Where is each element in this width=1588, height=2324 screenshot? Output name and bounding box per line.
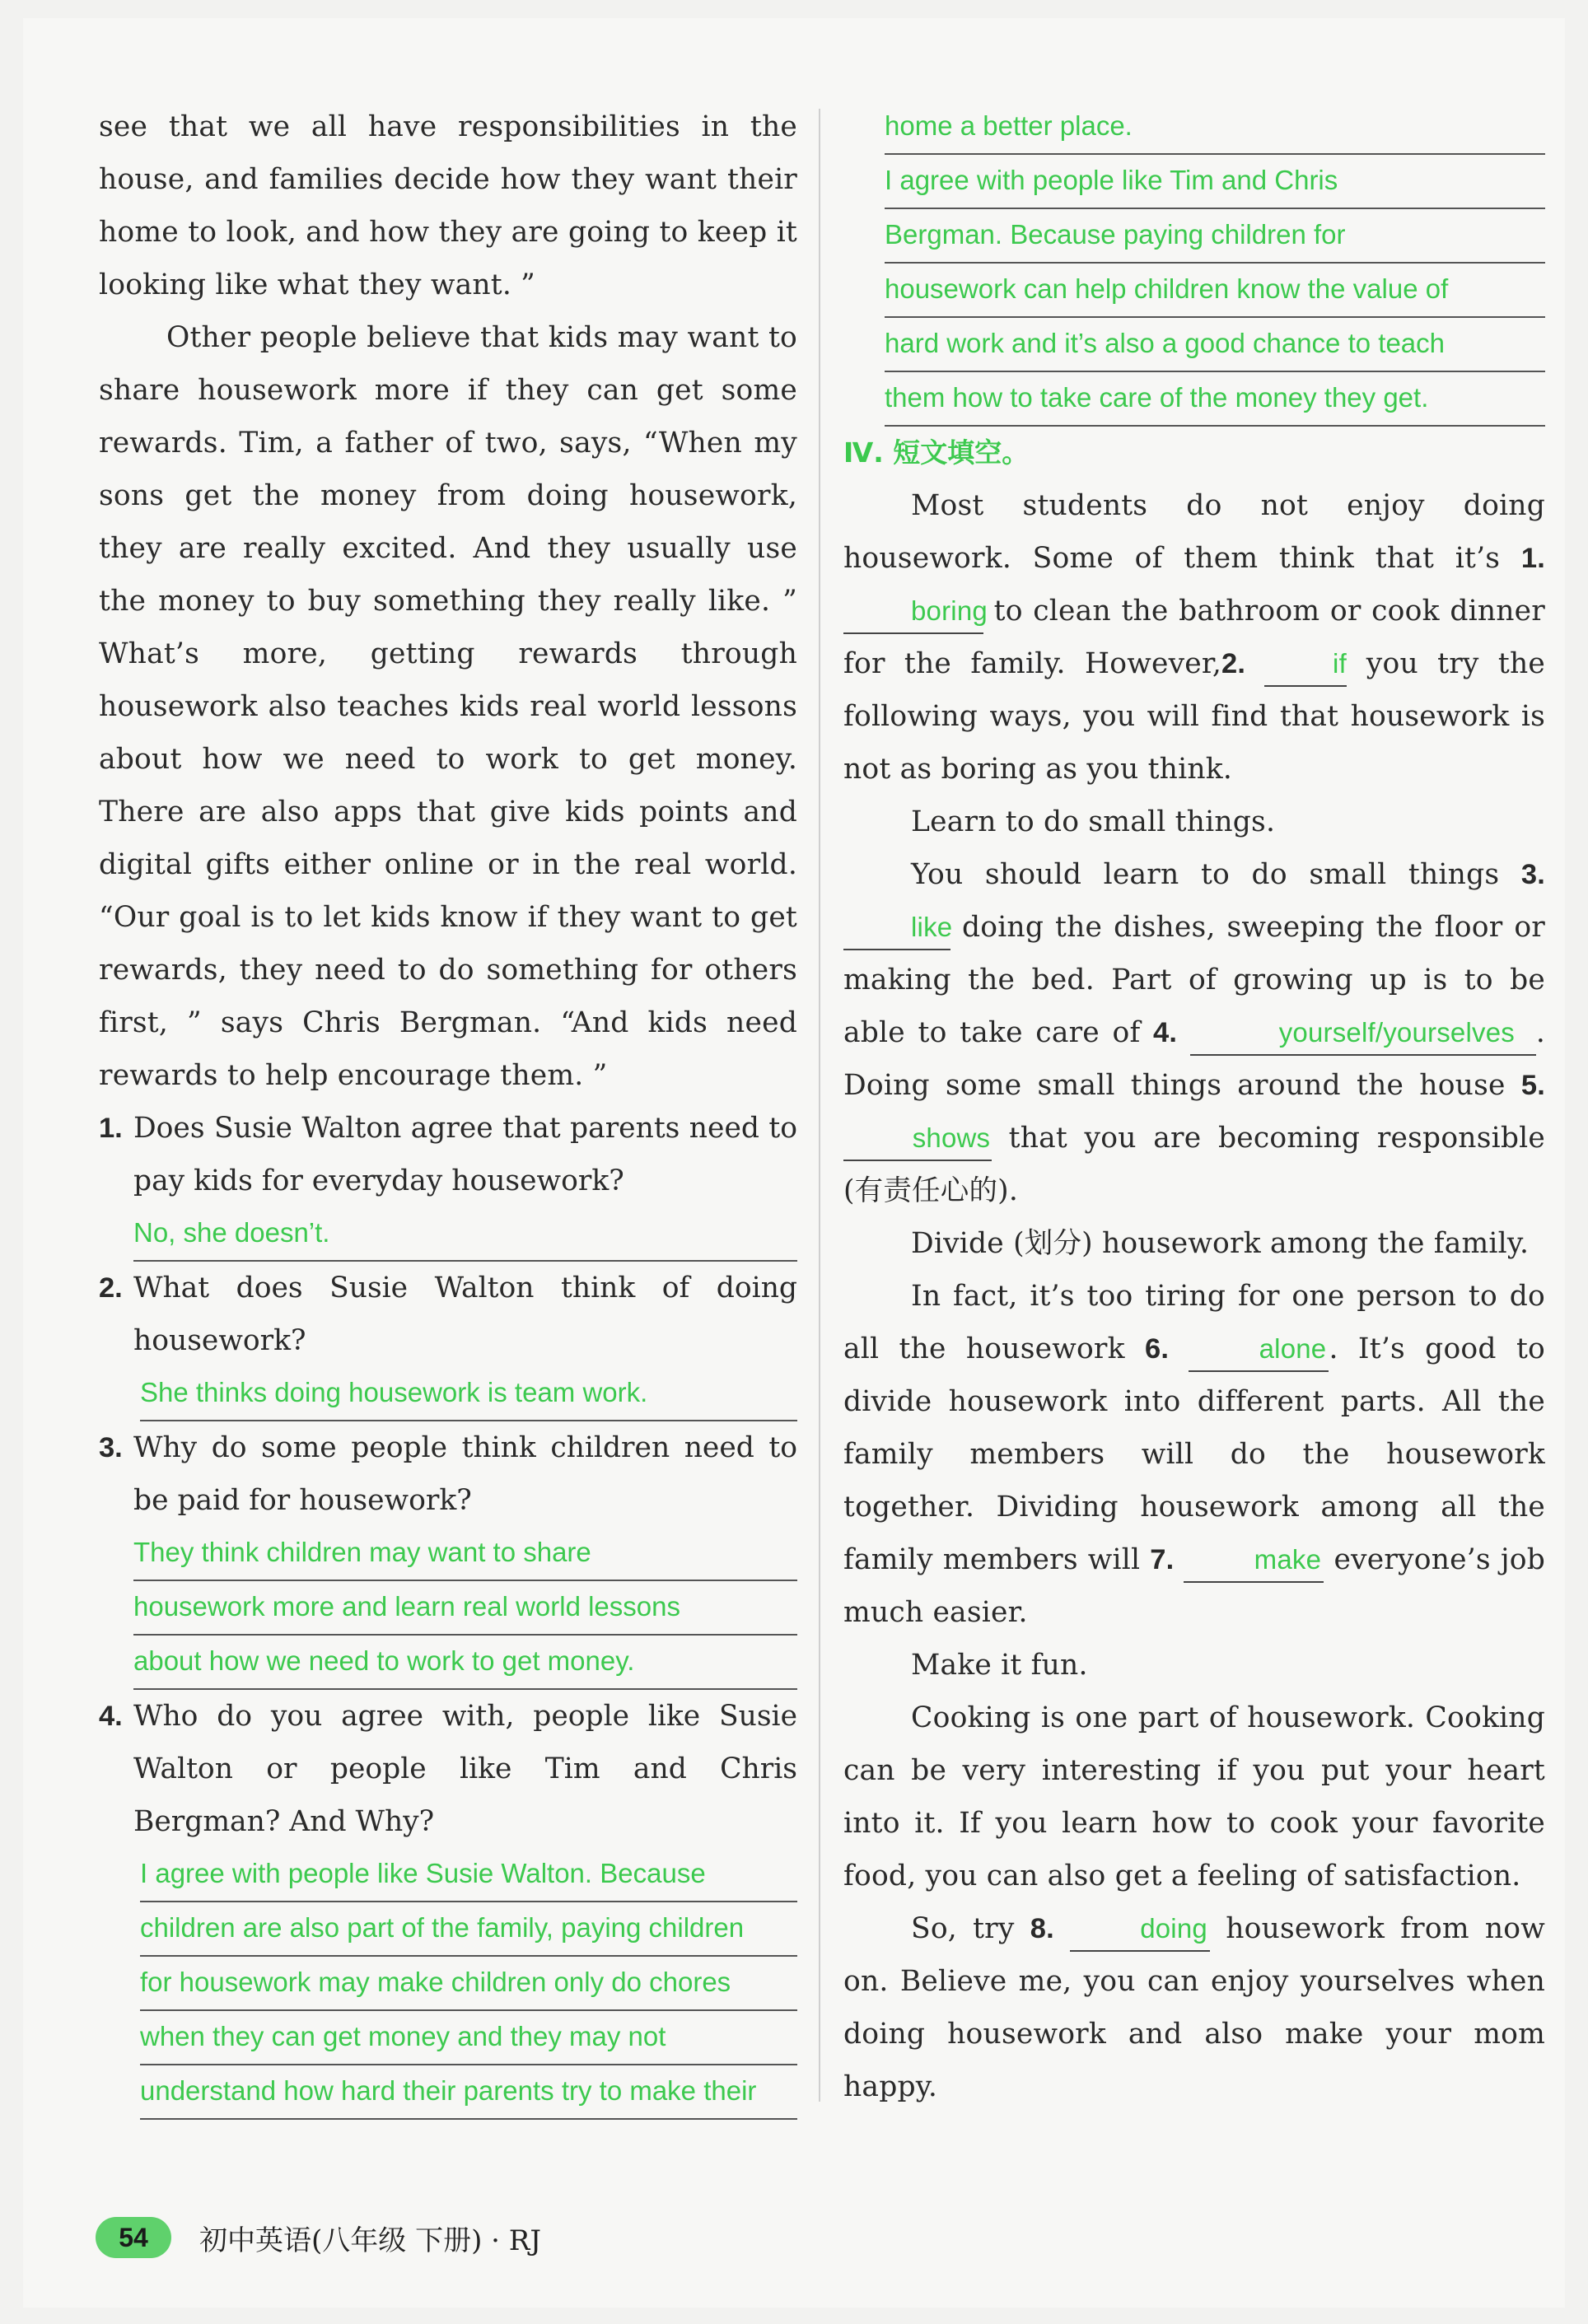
book-title: 初中英语(八年级 下册) · RJ — [199, 2224, 541, 2257]
section-title: Ⅳ. 短文填空。 — [843, 436, 1030, 469]
answer-line: No, she doesn’t. — [133, 1207, 797, 1262]
answer-continuation — [885, 100, 1545, 427]
answer-line: hard work and it’s also a good chance to teach — [885, 318, 1545, 372]
page-number-badge: 54 — [96, 2217, 171, 2258]
question-text: What does Susie Walton think of doing housework? — [133, 1272, 797, 1357]
passage-paragraph-1: see that we all have responsibilities in the house, and families decide how they want their home to look, and how they are going to keep it looking like what they want. ” — [99, 110, 797, 301]
cloze-answer: yourself/yourselves — [1190, 1011, 1536, 1056]
cloze-answer: doing — [1070, 1907, 1210, 1952]
cloze-answer: boring — [843, 590, 983, 634]
answer-line: when they can get money and they may not — [140, 2011, 797, 2065]
answer-line: home a better place. — [885, 100, 1545, 155]
question-text: Who do you agree with, people like Susie Walton or people like Tim and Chris Bergman? And Why? — [133, 1700, 797, 1838]
answer-line: for housework may make children only do chores — [140, 1957, 797, 2011]
workbook-page — [23, 18, 1565, 2308]
answer-line: about how we need to work to get money. — [133, 1636, 797, 1690]
question-1 — [99, 1102, 797, 1262]
answer-line: housework can help children know the value of — [885, 264, 1545, 318]
answer-line: Bergman. Because paying children for — [885, 209, 1545, 264]
answer-line: housework more and learn real world lessons — [133, 1581, 797, 1636]
cloze-paragraph-2: You should learn to do small things 3. like doing the dishes, sweeping the floor or making the bed. Part of growing up is to be able to take care of 4. yourself/yourselves . Doing some small things around the house 5. shows that you are becoming responsible (有责任心的). — [843, 858, 1546, 1207]
cloze-answer: shows — [843, 1117, 992, 1161]
question-text: Does Susie Walton agree that parents need to pay kids for everyday housework? — [133, 1112, 797, 1197]
question-number: 2. — [99, 1272, 123, 1304]
cloze-heading-1: Learn to do small things. — [911, 805, 1276, 838]
answer-line: children are also part of the family, paying children — [140, 1902, 797, 1957]
cloze-heading-3: Make it fun. — [911, 1649, 1088, 1682]
passage-paragraph-2: Other people believe that kids may want to share housework more if they can get some rewards. Tim, a father of two, says, “When my sons get the money from doing housework, they are really excited. And they usually use the money to buy something they really like. ” What’s more, getting rewards through housework also teaches kids real world lessons about how we need to work to get money. There are also apps that give kids points and digital gifts either online or in the real world. “Our goal is to let kids know if they want to get rewards, they need to do something for others first, ” says Chris Bergman. “And kids need rewards to help encourage them. ” — [99, 321, 797, 1092]
cloze-paragraph-1: Most students do not enjoy doing housework. Some of them think that it’s 1. boring to clean the bathroom or cook dinner for the family. However,2. if you try the following ways, you will find that housework is not as boring as you think. — [843, 489, 1545, 786]
cloze-paragraph-4: Cooking is one part of housework. Cooking can be very interesting if you put your heart into it. If you learn how to cook your favorite food, you can also get a feeling of satisfaction. — [843, 1701, 1545, 1892]
question-number: 1. — [99, 1113, 123, 1144]
cloze-heading-2: Divide (划分) housework among the family. — [911, 1227, 1530, 1260]
answer-line: They think children may want to share — [133, 1527, 797, 1581]
answer-line: them how to take care of the money they get. — [885, 372, 1545, 427]
cloze-paragraph-3: In fact, it’s too tiring for one person to do all the housework 6. alone. It’s good to divide housework into different parts. All the family members will do the housework together. Dividing housework among all the family members will 7. make everyone’s job much easier. — [843, 1280, 1545, 1629]
question-number: 4. — [99, 1701, 123, 1732]
answer-line: She thinks doing housework is team work. — [140, 1367, 797, 1421]
question-4 — [99, 1690, 797, 2120]
question-3 — [99, 1421, 797, 1690]
answer-line: I agree with people like Susie Walton. Because — [140, 1848, 797, 1902]
page-footer — [96, 2217, 541, 2258]
cloze-answer: like — [843, 906, 950, 950]
cloze-answer: make — [1184, 1538, 1324, 1583]
right-column — [843, 100, 1545, 2113]
question-text: Why do some people think children need to be paid for housework? — [133, 1431, 797, 1517]
question-number: 3. — [99, 1432, 123, 1463]
cloze-answer: alone — [1189, 1328, 1329, 1372]
question-2 — [99, 1262, 797, 1421]
answer-line: I agree with people like Tim and Chris — [885, 155, 1545, 209]
cloze-answer: if — [1264, 642, 1347, 687]
cloze-paragraph-5: So, try 8. doing housework from now on. Believe me, you can enjoy yourselves when doing housework and also make your mom happy. — [843, 1902, 1545, 2113]
answer-line: understand how hard their parents try to make their — [140, 2065, 797, 2120]
left-column — [99, 100, 797, 2120]
column-divider — [819, 109, 820, 2102]
